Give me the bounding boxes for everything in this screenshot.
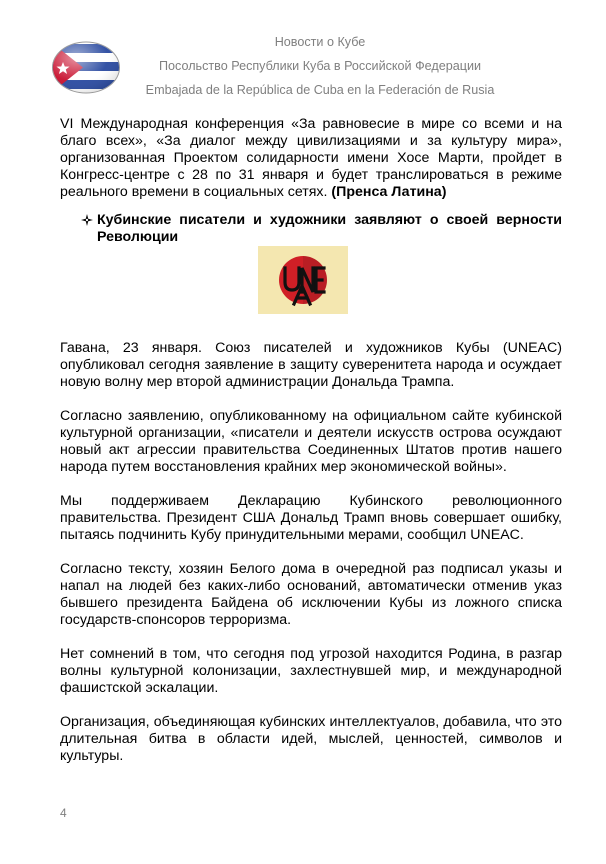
intro-text: VI Международная конференция «За равновесие в мире со всеми и на благо всех», «За диалог между цивилизациями и за культуру мира», организованная Проектом солидарности имени Хосе Марти, пройдет в Конгресс-центре с 28 по 31 января и будет транслироваться в режиме реального времени в социальных сетях. bbox=[60, 116, 562, 200]
article-paragraph-3: Мы поддерживаем Декларацию Кубинского революционного правительства. Президент США Дональд Трамп вновь совершает ошибку, пытаясь подчинить Кубу принудительными мерами, сообщил UNEAC. bbox=[60, 493, 562, 543]
article-paragraph-6: Организация, объединяющая кубинских интеллектуалов, добавила, что это длительная битва в области идей, мыслей, ценностей, символов и культуры. bbox=[60, 714, 562, 764]
header-text-block bbox=[120, 30, 520, 102]
header-title: Новости о Кубе bbox=[274, 35, 366, 49]
article-paragraph-5: Нет сомнений в том, что сегодня под угрозой находится Родина, в разгар волны культурной колонизации, захлестнувшей мир, и международной фашистской эскалации. bbox=[60, 646, 562, 696]
article-heading-text: Кубинские писатели и художники заявляют о своей верности Революции bbox=[97, 212, 562, 245]
diamond-bullet-icon bbox=[81, 214, 93, 226]
header-line-es: Embajada de la República de Cuba en la Federación de Rusia bbox=[145, 83, 495, 97]
intro-source: (Пренса Латина) bbox=[331, 184, 447, 200]
cuba-flag-logo bbox=[51, 40, 121, 95]
intro-paragraph bbox=[60, 116, 562, 201]
article-heading bbox=[60, 212, 562, 246]
article-body bbox=[60, 340, 562, 782]
article-paragraph-2: Согласно заявлению, опубликованному на официальном сайте кубинской культурной организации, «писатели и деятели искусств острова осуждают новый акт агрессии правительства Соединенных Штатов против нашего народа путем восстановления крайних мер экономической войны». bbox=[60, 408, 562, 475]
page-number: 4 bbox=[60, 806, 67, 820]
article-paragraph-4: Согласно тексту, хозяин Белого дома в очередной раз подписал указы и напал на людей без каких-либо оснований, автоматически отменив указ бывшего президента Байдена об исключении Кубы из ложного списка государств-спонсоров терроризма. bbox=[60, 561, 562, 628]
header-line-ru: Посольство Республики Куба в Российской Федерации bbox=[158, 59, 482, 73]
uneac-logo bbox=[258, 246, 348, 314]
page-header bbox=[0, 0, 606, 108]
article-paragraph-1: Гавана, 23 января. Союз писателей и художников Кубы (UNEAC) опубликовал сегодня заявление в защиту суверенитета народа и осуждает новую волну мер второй администрации Дональда Трампа. bbox=[60, 340, 562, 390]
